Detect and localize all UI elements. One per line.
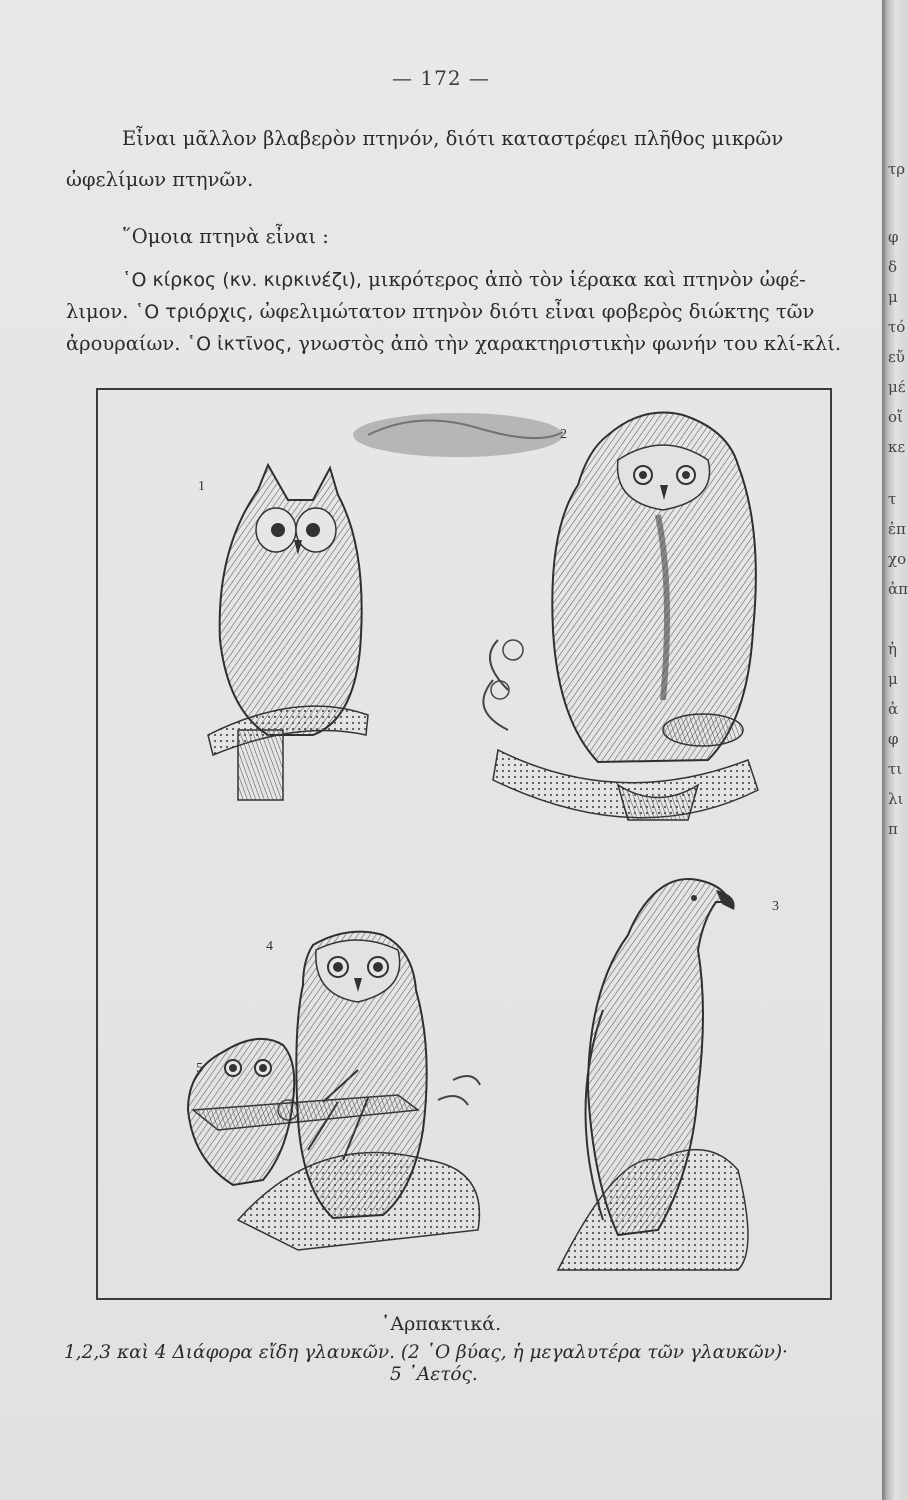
owl-2-illustration (483, 413, 758, 821)
gutter-glyph-14: ἡ (888, 640, 897, 658)
bird-name-iktinos: ῾Ο ἰκτῖνος, (186, 333, 293, 355)
figure-label-3: 3 (772, 899, 779, 914)
gutter-glyph-16: ἀ (888, 700, 899, 718)
text-line-4 (122, 268, 806, 291)
figure-caption-line-2: 5 ᾿Αετός. (390, 1364, 478, 1385)
gutter-glyph-6: εὔ (888, 348, 905, 366)
bird-name-kirkos: ῾Ο κίρκος (κν. κιρκινέζι), (122, 269, 362, 291)
text-line-2: ὠφελίμων πτηνῶν. (66, 168, 254, 191)
adjacent-page-gutter (882, 0, 908, 1500)
pencil-scribble (353, 413, 563, 457)
gutter-glyph-7: μέ (888, 378, 906, 396)
gutter-glyph-15: μ (888, 670, 898, 688)
text-line-6 (66, 332, 841, 355)
figure-label-5: 5 (196, 1061, 203, 1076)
text-line-6-rest: γνωστὸς ἀπὸ τὴν χαρακτηριστικὴν φωνήν του κλί-κλί. (298, 332, 842, 355)
figure-label-2: 2 (560, 427, 567, 442)
gutter-glyph-12: χο (888, 550, 907, 568)
gutter-glyph-1: τρ (888, 160, 906, 178)
figure-caption-line-1: 1,2,3 καὶ 4 Διάφορα εἴδη γλαυκῶν. (2 ῾Ο βύας, ἡ μεγαλυτέρα τῶν γλαυκῶν)· (64, 1342, 788, 1363)
text-line-4-rest: μικρότερος ἀπὸ τὸν ἱέρακα καὶ πτηνὸν ὠφέ- (368, 268, 806, 291)
gutter-glyph-9: κε (888, 438, 906, 456)
text-line-6-start: ἀρουραίων. (66, 332, 181, 355)
gutter-glyph-3: δ (888, 258, 898, 276)
gutter-glyph-8: οἴ (888, 408, 903, 426)
text-line-5-start: λιμον. (66, 300, 129, 323)
text-line-3: ῞Ομοια πτηνὰ εἶναι : (122, 225, 329, 248)
figure-label-1: 1 (198, 479, 205, 494)
gutter-glyph-19: λι (888, 790, 904, 808)
gutter-glyph-20: π (888, 820, 898, 838)
gutter-glyph-2: φ (888, 228, 899, 246)
figure-label-4: 4 (266, 939, 273, 954)
gutter-glyph-5: τό (888, 318, 906, 336)
eagle-illustration (558, 879, 748, 1270)
gutter-glyph-4: μ (888, 288, 898, 306)
text-line-5 (66, 300, 814, 323)
birds-of-prey-illustration (96, 388, 832, 1300)
owl-5-illustration (188, 1039, 294, 1185)
gutter-glyph-13: ἀπ (888, 580, 908, 598)
gutter-glyph-17: φ (888, 730, 899, 748)
gutter-glyph-10: τ (888, 490, 897, 508)
text-line-1: Εἶναι μᾶλλον βλαβερὸν πτηνόν, διότι καταστρέφει πλῆθος μικρῶν (122, 127, 784, 150)
gutter-glyph-11: ἐπ (888, 520, 906, 538)
figure-caption-title: ῾Αρπακτικά. (380, 1313, 502, 1335)
bird-name-triorchis: ῾Ο τριόρχις, (134, 301, 254, 323)
gutter-glyph-18: τι (888, 760, 903, 778)
text-line-5-rest: ὠφελιμώτατον πτηνὸν διότι εἶναι φοβερὸς διώκτης τῶν (259, 300, 815, 323)
engraving-svg (98, 390, 830, 1298)
page-number: — 172 — (392, 66, 490, 90)
